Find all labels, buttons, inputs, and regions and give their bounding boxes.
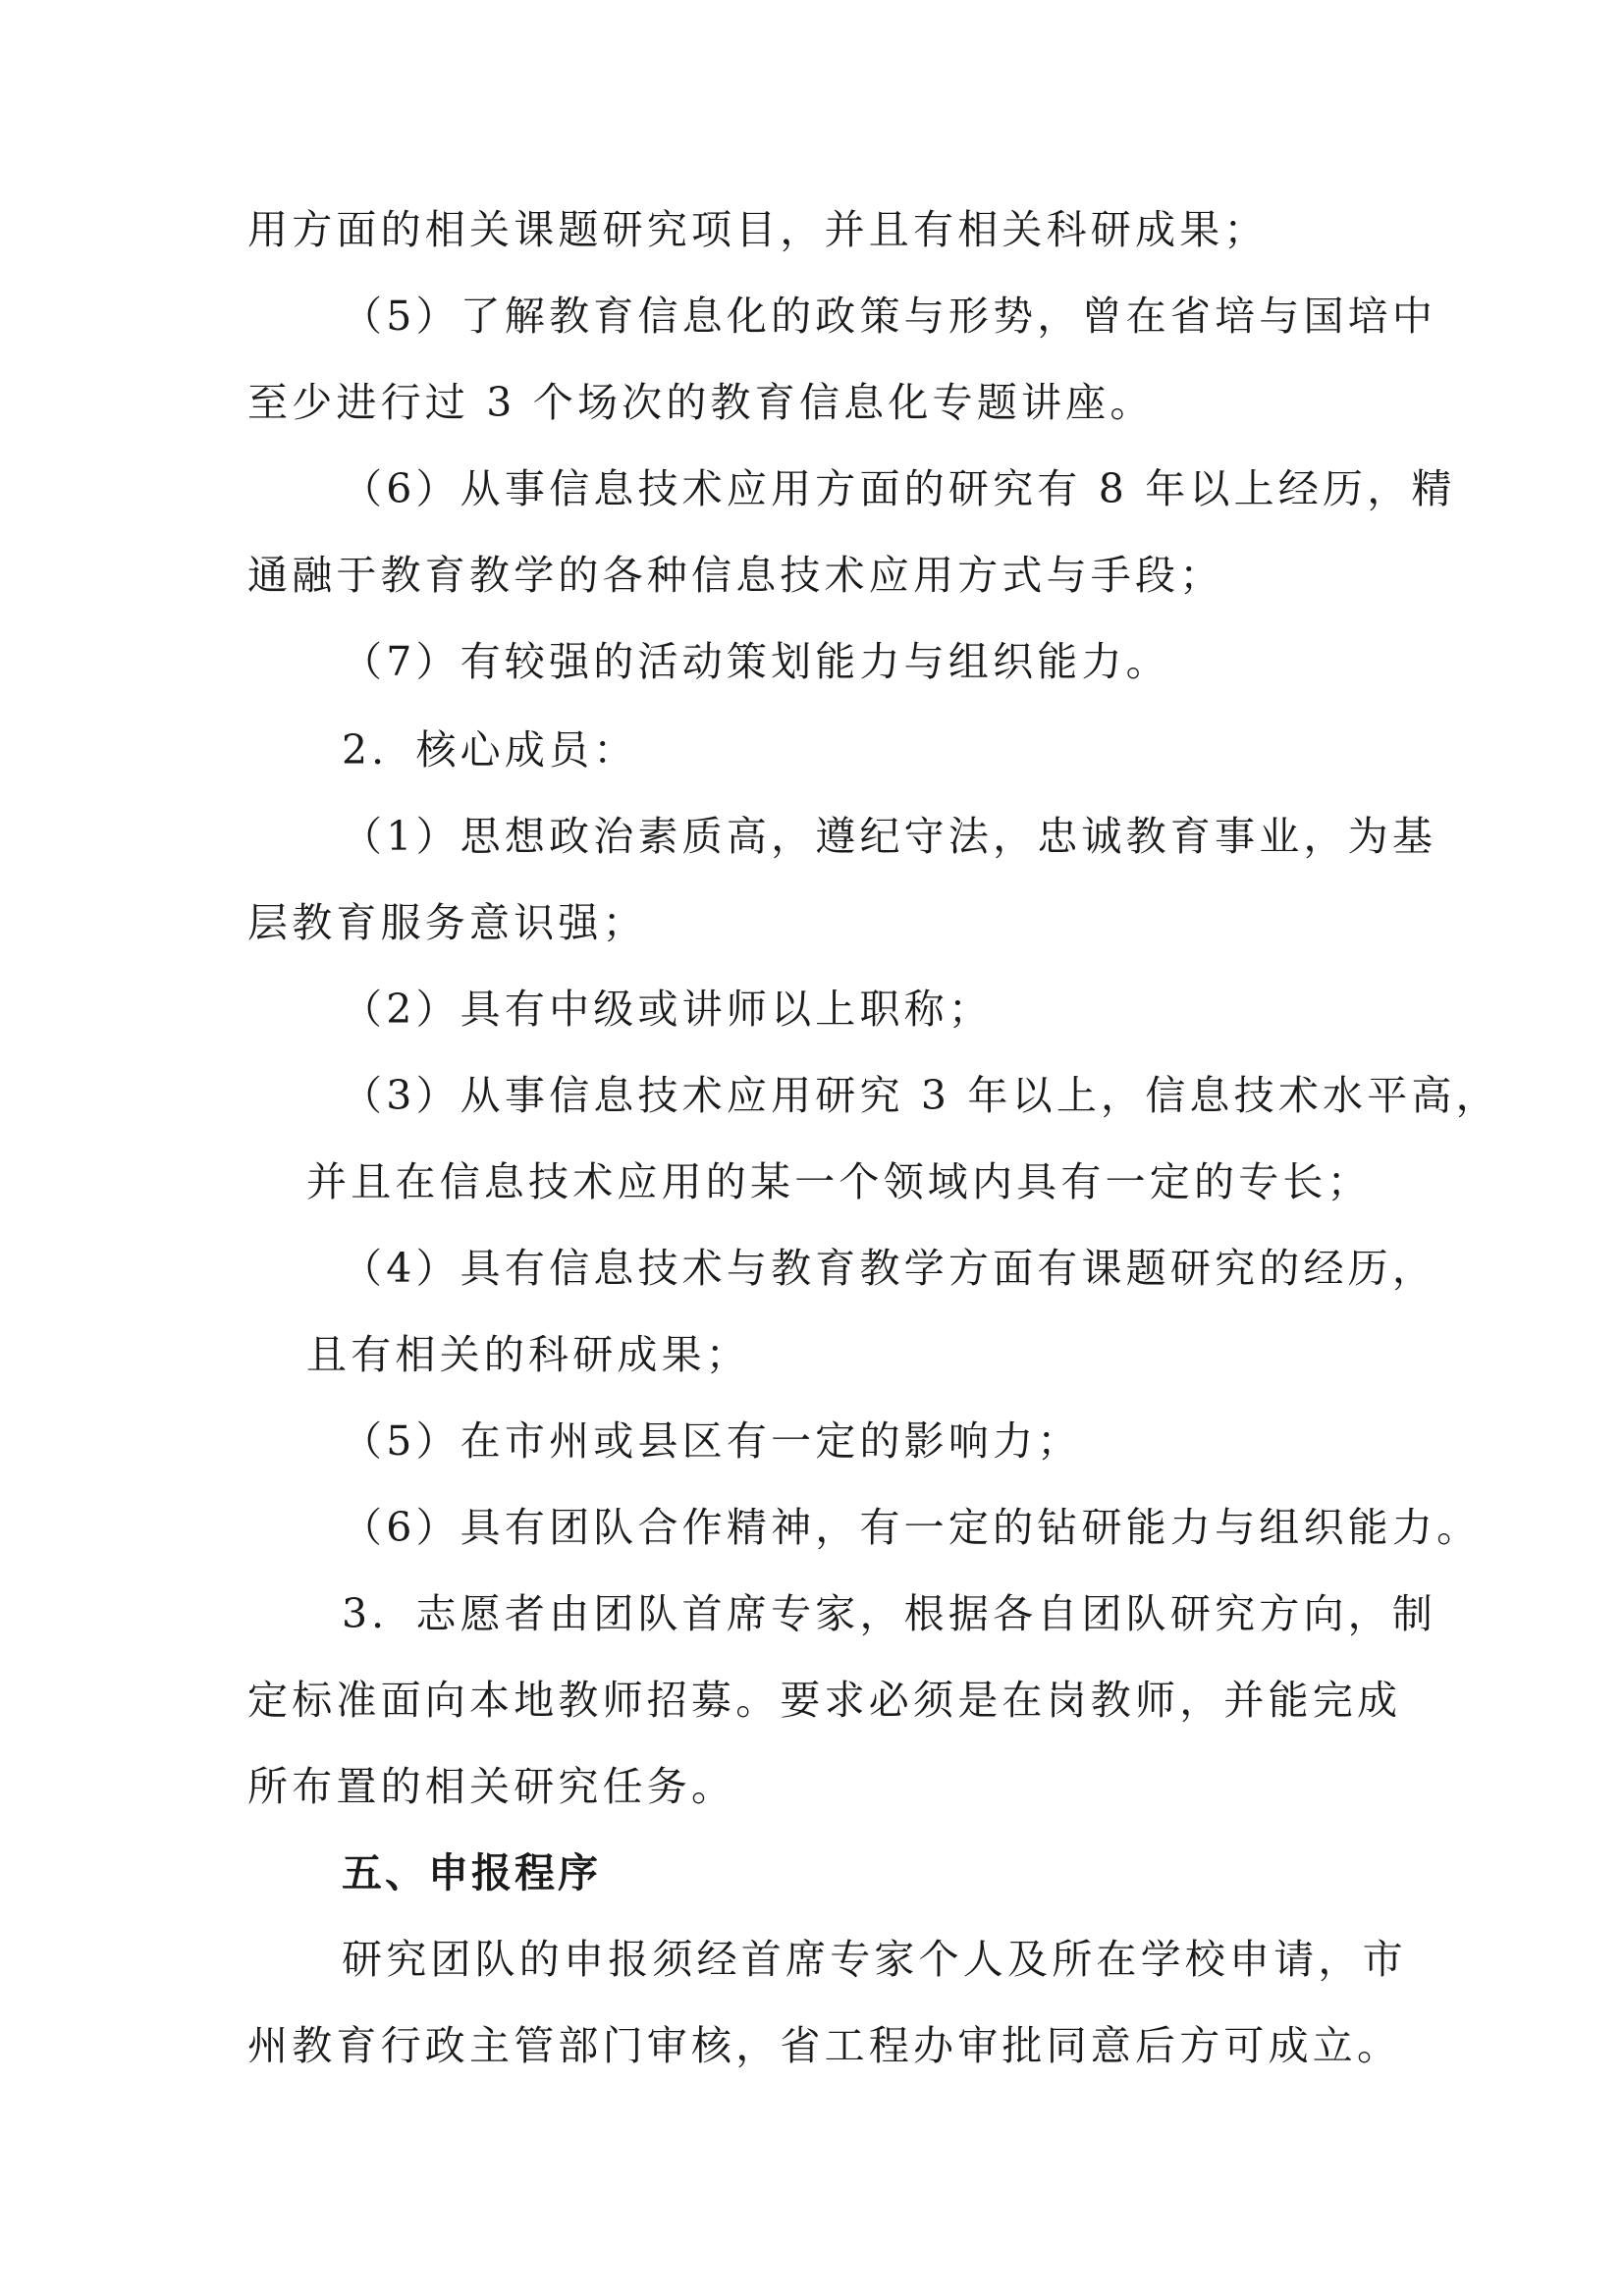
text-line: （2）具有中级或讲师以上职称； — [342, 986, 994, 1033]
text-line: 且有相关的科研成果； — [306, 1331, 750, 1378]
text-line: 研究团队的申报须经首席专家个人及所在学校申请，市 — [342, 1936, 1407, 1983]
text-line: （3）从事信息技术应用研究 3 年以上，信息技术水平高， — [342, 1072, 1500, 1119]
text-line: 用方面的相关课题研究项目，并且有相关科研成果； — [247, 206, 1269, 253]
text-line: （1）思想政治素质高，遵纪守法，忠诚教育事业，为基 — [342, 813, 1437, 860]
text-line: 层教育服务意识强； — [247, 899, 647, 946]
text-line: 3．志愿者由团队首席专家，根据各自团队研究方向，制 — [342, 1590, 1437, 1637]
text-line: 州教育行政主管部门审核，省工程办审批同意后方可成立。 — [247, 2022, 1402, 2069]
text-line: 至少进行过 3 个场次的教育信息化专题讲座。 — [247, 379, 1155, 426]
text-line: （5）在市州或县区有一定的影响力； — [342, 1417, 1082, 1465]
text-line: 定标准面向本地教师招募。要求必须是在岗教师，并能完成 — [247, 1677, 1402, 1724]
text-line: （4）具有信息技术与教育教学方面有课题研究的经历， — [342, 1245, 1437, 1292]
text-line: 通融于教育教学的各种信息技术应用方式与手段； — [247, 552, 1224, 599]
text-line: （6）从事信息技术应用方面的研究有 8 年以上经历，精 — [342, 465, 1456, 512]
section-heading: 五、申报程序 — [342, 1849, 601, 1896]
text-line: （7）有较强的活动策划能力与组织能力。 — [342, 638, 1170, 685]
text-line: 并且在信息技术应用的某一个领域内具有一定的专长； — [306, 1158, 1372, 1205]
text-line: （6）具有团队合作精神，有一定的钻研能力与组织能力。 — [342, 1504, 1482, 1551]
text-line: 2．核心成员： — [342, 726, 638, 774]
text-line: 所布置的相关研究任务。 — [247, 1763, 736, 1810]
text-line: （5）了解教育信息化的政策与形势，曾在省培与国培中 — [342, 293, 1437, 340]
